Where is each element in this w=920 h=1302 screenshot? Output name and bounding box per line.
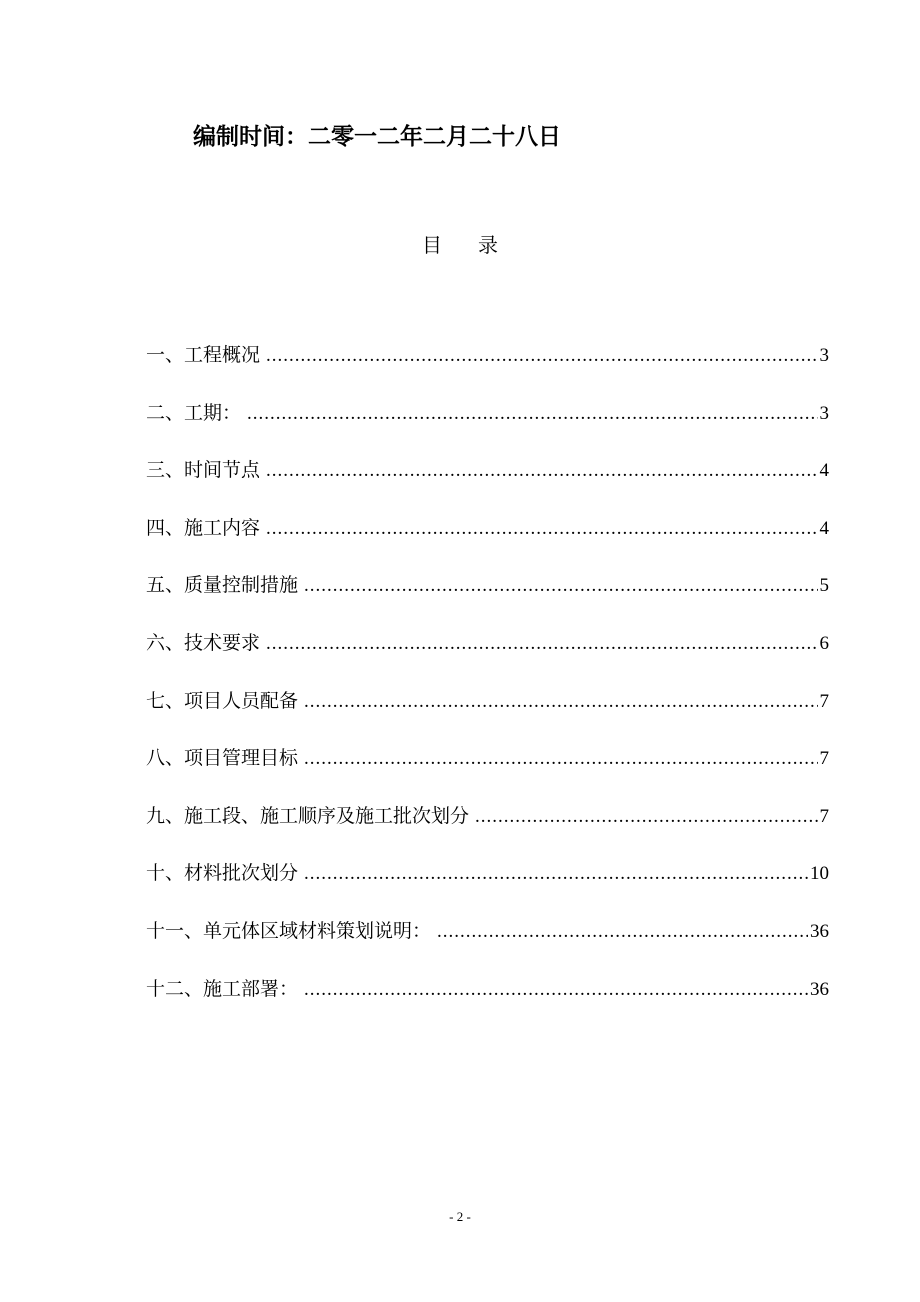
toc-entry[interactable] xyxy=(146,858,829,916)
page-number: - 2 - xyxy=(449,1209,471,1224)
toc-entry-label: 四、施工内容 xyxy=(146,516,261,539)
toc-entry-label: 三、时间节点 xyxy=(146,459,261,482)
toc-entry[interactable] xyxy=(146,743,829,801)
toc-leader xyxy=(304,975,808,1005)
toc-entry-label: 九、施工段、施工顺序及施工批次划分 xyxy=(146,804,470,827)
toc-entry[interactable] xyxy=(146,340,829,398)
toc-entry[interactable] xyxy=(146,974,829,1032)
compile-date: 编制时间：二零一二年二月二十八日 xyxy=(193,123,561,150)
toc-entry-label: 七、项目人员配备 xyxy=(146,689,299,712)
table-of-contents xyxy=(146,340,829,1031)
toc-leader xyxy=(247,399,817,429)
toc-leader xyxy=(304,571,817,601)
toc-entry-page: 7 xyxy=(819,748,829,770)
toc-entry[interactable] xyxy=(146,570,829,628)
toc-leader xyxy=(304,687,817,717)
toc-entry[interactable] xyxy=(146,628,829,686)
toc-entry-label: 一、工程概况 xyxy=(146,344,261,366)
toc-entry-page: 4 xyxy=(819,517,829,539)
toc-entry-page: 10 xyxy=(810,863,829,885)
toc-entry-label: 六、技术要求 xyxy=(146,631,261,654)
toc-entry[interactable] xyxy=(146,513,829,571)
toc-entry-page: 36 xyxy=(810,920,829,942)
toc-entry-label: 十一、单元体区域材料策划说明： xyxy=(146,919,432,942)
toc-leader xyxy=(266,341,817,371)
toc-entry[interactable] xyxy=(146,455,829,513)
toc-leader xyxy=(266,629,817,659)
toc-entry-page: 7 xyxy=(819,805,829,827)
toc-entry-label: 十二、施工部署： xyxy=(146,977,299,1000)
toc-entry[interactable] xyxy=(146,398,829,456)
toc-entry-page: 6 xyxy=(819,632,829,654)
toc-entry-label: 五、质量控制措施 xyxy=(146,574,299,597)
toc-entry-page: 3 xyxy=(819,345,829,366)
toc-leader xyxy=(437,917,808,947)
toc-entry-page: 5 xyxy=(819,575,829,597)
toc-leader xyxy=(475,802,817,832)
toc-entry-page: 4 xyxy=(819,460,829,482)
toc-entry-page: 3 xyxy=(819,402,829,424)
toc-entry[interactable] xyxy=(146,686,829,744)
toc-entry-label: 八、项目管理目标 xyxy=(146,747,299,770)
toc-title-left: 目 xyxy=(422,233,442,257)
toc-leader xyxy=(266,514,817,544)
toc-entry-label: 二、工期： xyxy=(146,401,242,424)
toc-leader xyxy=(304,744,817,774)
toc-entry[interactable] xyxy=(146,916,829,974)
toc-entry-label: 十、材料批次划分 xyxy=(146,862,299,885)
toc-leader xyxy=(304,859,808,889)
toc-title xyxy=(0,229,920,258)
toc-entry-page: 7 xyxy=(819,690,829,712)
toc-leader xyxy=(266,456,817,486)
toc-entry[interactable] xyxy=(146,801,829,859)
toc-title-right: 录 xyxy=(478,233,498,257)
toc-entry-page: 36 xyxy=(810,978,829,1000)
